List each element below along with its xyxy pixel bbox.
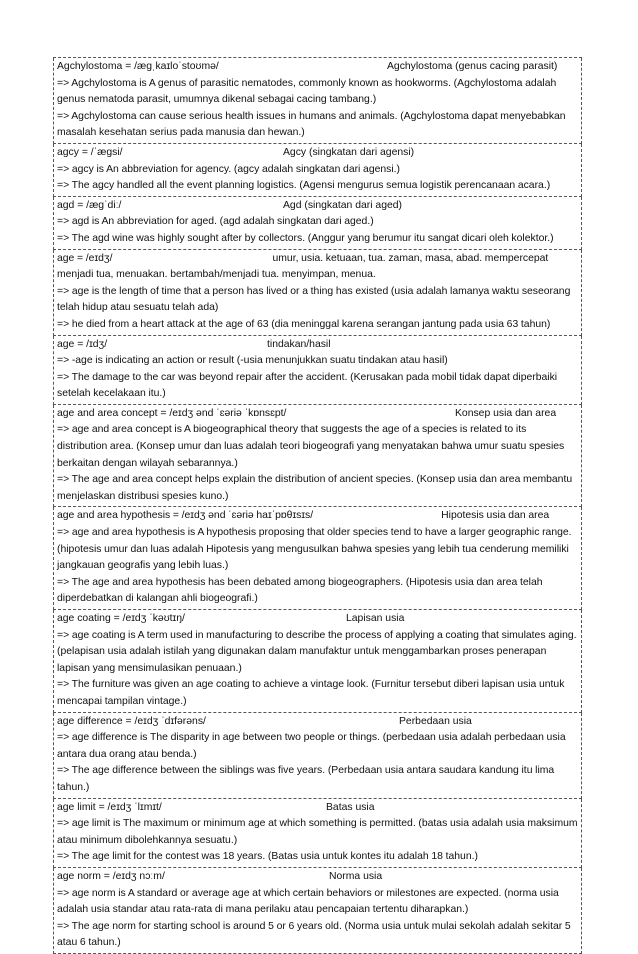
- definition-line: => agd is An abbreviation for aged. (agd adalah singkatan dari aged.): [57, 216, 374, 228]
- headword-pronunciation: age = /ɪdʒ/: [57, 338, 108, 350]
- example-line: => The age difference between the siblings was five years. (Perbedaan usia antara saudara kandung itu lima tahun.): [57, 765, 555, 793]
- headword-translation: tindakan/hasil: [267, 338, 331, 350]
- entry-headword: [57, 800, 578, 817]
- entry-headword: [57, 337, 578, 354]
- example-line: => The agcy handled all the event planning logistics. (Agensi mengurus semua logistik perencanaan acara.): [57, 180, 551, 192]
- definition-line: => agcy is An abbreviation for agency. (agcy adalah singkatan dari agensi.): [57, 163, 401, 175]
- entry-headword: [57, 714, 578, 731]
- entry-agcy: [53, 144, 582, 197]
- example-line: => The age limit for the contest was 18 years. (Batas usia untuk kontes itu adalah 18 tahun.): [57, 851, 478, 863]
- headword-pronunciation: age limit = /eɪdʒ ˈlɪmɪt/: [57, 801, 162, 813]
- entry-headword: [57, 508, 578, 525]
- headword-pronunciation: age and area hypothesis = /eɪdʒ ənd ˈɛəriə haɪˈpɒθɪsɪs/: [57, 510, 314, 522]
- example-line: => Agchylostoma can cause serious health issues in humans and animals. (Agchylostoma dapat menyebabkan masalah kesehatan serius pada manusia dan hewan.): [57, 110, 566, 139]
- example-line: => The age and area hypothesis has been debated among biogeographers. (Hipotesis usia dan area telah diperdebatkan di kalangan ahli biogeografi.): [57, 576, 543, 605]
- entry-headword: [57, 869, 578, 886]
- headword-pronunciation: Agchylostoma = /æɡˌkaɪloˈstoʊmə/: [57, 61, 219, 72]
- entry-headword: [57, 145, 578, 162]
- entry-agchylostoma: [53, 58, 582, 144]
- headword-translation: Agchylostoma (genus cacing parasit): [387, 61, 558, 72]
- headword-pronunciation: age = /eɪdʒ/: [57, 252, 113, 264]
- entry-agd: [53, 197, 582, 250]
- entry-age-and-area-concept: [53, 405, 582, 508]
- entry-age-coating: [53, 610, 582, 713]
- entry-headword: [57, 251, 578, 284]
- example-line: => The damage to the car was beyond repair after the accident. (Kerusakan pada mobil tidak dapat diperbaiki setelah kecelakaan itu.): [57, 371, 558, 400]
- example-line: => The age norm for starting school is around 5 or 6 years old. (Norma usia untuk mulai sekolah adalah sekitar 5 atau 6 tahun.): [57, 920, 571, 949]
- entry-age-norm: [53, 868, 582, 954]
- entry-headword: [57, 198, 578, 215]
- headword-translation: Perbedaan usia: [399, 715, 472, 727]
- entry-age-suffix: [53, 336, 582, 405]
- entry-age-difference: [53, 713, 582, 799]
- headword-translation: Konsep usia dan area: [455, 407, 557, 419]
- entry-age-limit: [53, 799, 582, 868]
- headword-translation: Lapisan usia: [346, 613, 405, 624]
- definition-line: => age and area concept is A biogeographical theory that suggests the age of a species is related to its distribution area. (Konsep umur dan luas adalah teori biogeografi yang menyatakan bahwa umur suatu spesies berkaitan dengan wilayah sebarannya.): [57, 424, 565, 469]
- headword-translation: umur, usia. ketuaan, tua. zaman, masa, abad. mempercepat menjadi tua, menuakan. bertambah/menjadi tua. menyimpan, menua.: [57, 252, 549, 281]
- headword-translation: Agcy (singkatan dari agensi): [283, 146, 415, 158]
- headword-pronunciation: agd = /æɡˈdiː/: [57, 199, 122, 211]
- headword-pronunciation: age and area concept = /eɪdʒ ənd ˈɛəriə ˈkɒnsɛpt/: [57, 407, 287, 419]
- definition-line: => -age is indicating an action or result (-usia menunjukkan suatu tindakan atau hasil): [57, 355, 448, 367]
- headword-translation: Batas usia: [326, 801, 375, 813]
- entry-headword: [57, 59, 578, 76]
- headword-pronunciation: agcy = /ˈæɡsi/: [57, 146, 123, 158]
- definition-line: => age coating is A term used in manufacturing to describe the process of applying a coating that simulates aging. (pelapisan usia adalah istilah yang digunakan dalam manufaktur untuk menggambarkan proses penerapan lapisan yang mensimulasikan penuaan.): [57, 629, 577, 674]
- example-line: => he died from a heart attack at the age of 63 (dia meninggal karena serangan jantung pada usia 63 tahun): [57, 318, 551, 330]
- definition-line: => age difference is The disparity in age between two people or things. (perbedaan usia adalah perbedaan usia antara dua orang atau benda.): [57, 732, 566, 760]
- definition-line: => age limit is The maximum or minimum age at which something is permitted. (batas usia adalah usia maksimum atau minimum dibolehkannya sesuatu.): [57, 818, 578, 846]
- entry-headword: [57, 406, 578, 423]
- headword-translation: Norma usia: [329, 870, 383, 882]
- definition-line: => age and area hypothesis is A hypothesis proposing that older species tend to have a larger geographic range. (hipotesis umur dan luas adalah Hipotesis yang mengusulkan bahwa spesies yang lebih tua cenderung memiliki jangkauan geografis yang lebih luas.): [57, 527, 572, 572]
- headword-pronunciation: age norm = /eɪdʒ nɔːm/: [57, 870, 165, 882]
- headword-pronunciation: age difference = /eɪdʒ ˈdɪfərəns/: [57, 715, 206, 727]
- example-line: => The age and area concept helps explain the distribution of ancient species. (Konsep usia dan area membantu menjelaskan distribusi spesies kuno.): [57, 474, 573, 502]
- definition-line: => age is the length of time that a person has lived or a thing has existed (usia adalah lamanya waktu seseorang telah hidup atau sesuatu telah ada): [57, 285, 571, 314]
- definition-line: => Agchylostoma is A genus of parasitic nematodes, commonly known as hookworms. (Agchylostoma adalah genus nematoda parasit, umumnya dikenal sebagai cacing tambang.): [57, 77, 557, 106]
- definition-line: => age norm is A standard or average age at which certain behaviors or milestones are expected. (norma usia adalah usia standar atau rata-rata di mana perilaku atau pencapaian tertentu diharapkan.): [57, 887, 559, 916]
- entry-headword: [57, 611, 578, 628]
- entry-age: [53, 250, 582, 336]
- example-line: => The furniture was given an age coating to achieve a vintage look. (Furnitur tersebut diberi lapisan usia untuk mencapai tampilan vintage.): [57, 679, 565, 707]
- headword-translation: Hipotesis usia dan area: [441, 510, 550, 522]
- dictionary-sheet: [53, 57, 582, 954]
- entry-age-and-area-hypothesis: [53, 507, 582, 610]
- headword-translation: Agd (singkatan dari aged): [283, 199, 402, 211]
- example-line: => The agd wine was highly sought after by collectors. (Anggur yang berumur itu sangat dicari oleh kolektor.): [57, 232, 554, 244]
- headword-pronunciation: age coating = /eɪdʒ ˈkəʊtɪŋ/: [57, 613, 185, 624]
